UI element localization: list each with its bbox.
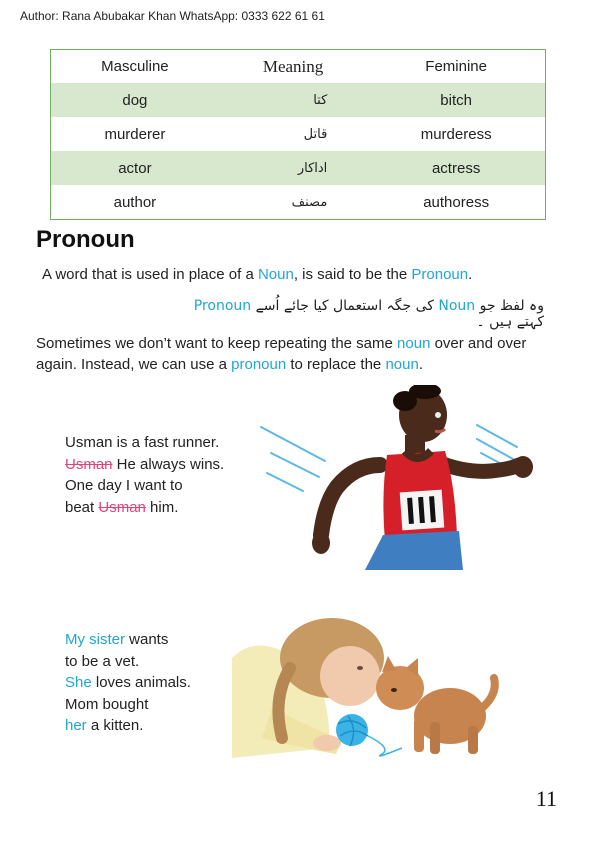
table-row xyxy=(51,83,546,117)
story-line xyxy=(65,454,224,476)
story-text: He always wins. xyxy=(112,455,225,473)
story-line xyxy=(65,629,191,651)
table-row xyxy=(51,117,546,151)
story-line xyxy=(65,672,191,694)
meaning-cell: مصنف xyxy=(291,194,328,210)
example-sister-text xyxy=(65,629,191,737)
definition-text: , is said to be the xyxy=(293,266,412,283)
story-line: One day I want to xyxy=(65,477,183,494)
story-text: him. xyxy=(145,498,179,516)
pronoun-her: her xyxy=(65,717,87,734)
masculine-cell: murderer xyxy=(104,125,166,143)
noun-keyword: Noun xyxy=(257,266,294,283)
pronoun-she: She xyxy=(65,674,92,691)
masculine-cell: author xyxy=(113,193,157,211)
noun-keyword: noun xyxy=(397,335,431,352)
feminine-cell: murderess xyxy=(420,125,492,143)
masculine-cell: dog xyxy=(51,83,219,117)
paragraph-text: to replace the xyxy=(286,356,386,373)
meaning-cell: قاتل xyxy=(303,126,328,142)
meaning-cell: کتا xyxy=(219,83,368,117)
story-text: a kitten. xyxy=(86,717,144,734)
story-text: wants xyxy=(125,631,169,648)
example-usman-text xyxy=(65,432,224,518)
definition-text: A word that is used in place of a xyxy=(42,266,258,283)
pronoun-definition xyxy=(42,266,472,283)
subject-noun: My sister xyxy=(65,631,125,648)
story-line: Mom bought xyxy=(65,695,149,713)
noun-keyword: Noun xyxy=(438,298,476,314)
pronoun-keyword: pronoun xyxy=(231,356,287,373)
header-feminine: Feminine xyxy=(367,50,545,84)
meaning-cell: اداکار xyxy=(219,151,368,185)
table-row xyxy=(51,185,546,220)
urdu-text: کہتے ہیں ۔ xyxy=(476,314,544,330)
noun-keyword: noun xyxy=(385,356,419,373)
table-row xyxy=(51,151,546,185)
table-header-row xyxy=(51,50,546,84)
page-number: 11 xyxy=(535,786,557,811)
section-title: Pronoun xyxy=(36,226,135,253)
story-line xyxy=(65,497,224,519)
masculine-cell: actor xyxy=(51,151,219,185)
pronoun-keyword: Pronoun xyxy=(193,298,252,314)
author-line: Author: Rana Abubakar Khan WhatsApp: 0333 622 61 61 xyxy=(20,9,325,23)
struck-noun: Usman xyxy=(65,455,113,473)
gender-vocabulary-table xyxy=(50,49,546,220)
struck-noun: Usman xyxy=(98,498,146,516)
explanation-paragraph xyxy=(36,333,556,375)
pronoun-keyword: Pronoun xyxy=(411,266,469,283)
feminine-cell: actress xyxy=(367,151,545,185)
paragraph-text: over and over again. Instead, we can use a xyxy=(36,335,527,373)
girl-with-kitten-image xyxy=(232,598,502,763)
story-text: beat xyxy=(65,498,99,516)
urdu-text: وہ لفظ جو xyxy=(475,298,544,314)
feminine-cell: bitch xyxy=(367,83,545,117)
story-line: to be a vet. xyxy=(65,652,140,670)
paragraph-text: Sometimes we don’t want to keep repeating the same xyxy=(36,335,398,352)
urdu-text: کی جگہ استعمال کیا جائے اُسے xyxy=(251,298,439,314)
story-line xyxy=(65,715,191,737)
urdu-definition xyxy=(180,298,544,330)
feminine-cell: authoress xyxy=(423,193,490,211)
header-masculine: Masculine xyxy=(51,50,219,84)
story-line: Usman is a fast runner. xyxy=(65,434,220,451)
paragraph-text: . xyxy=(418,356,423,373)
header-meaning: Meaning xyxy=(219,50,368,84)
story-text: loves animals. xyxy=(91,674,191,691)
definition-text: . xyxy=(468,266,473,283)
running-boy-image xyxy=(255,385,545,570)
